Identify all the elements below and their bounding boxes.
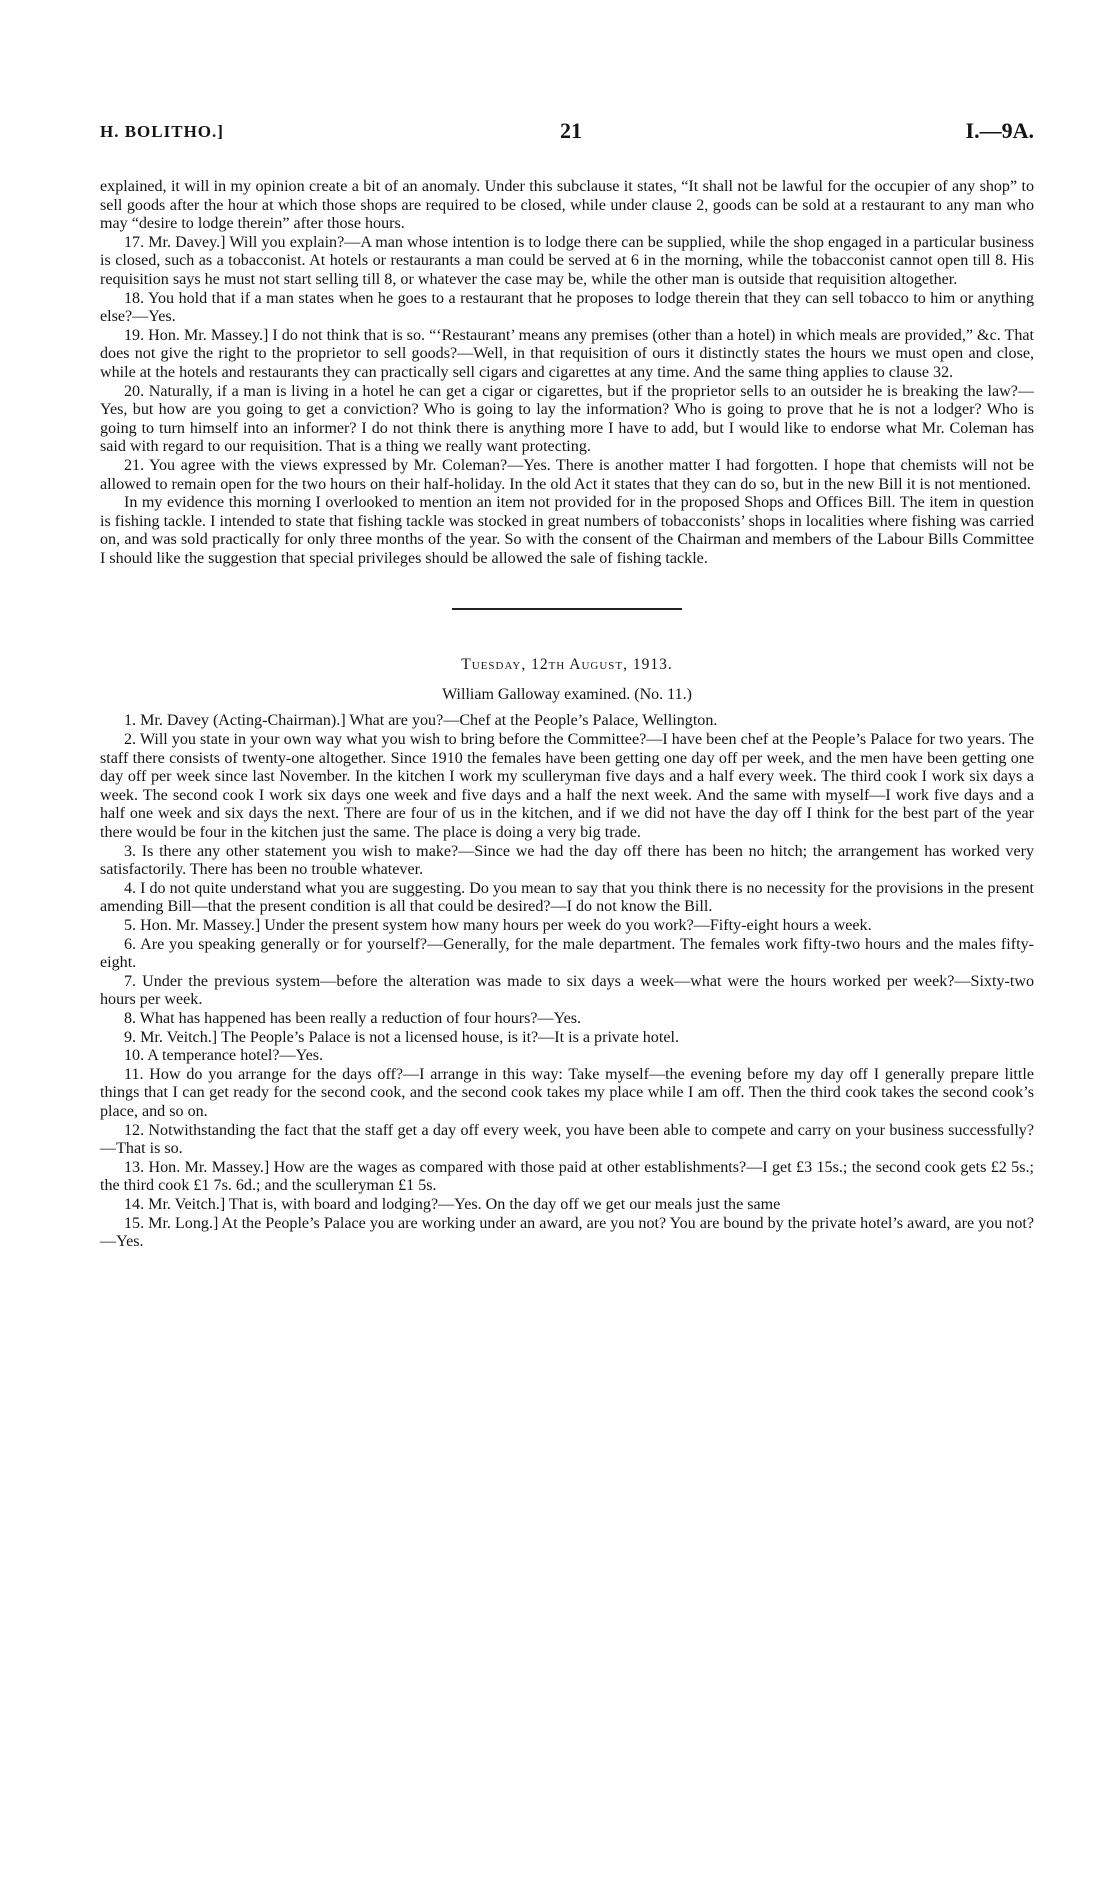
paragraph: 13. Hon. Mr. Massey.] How are the wages as compared with those paid at other establishments?—I get £3 15s.; the second cook gets £2 5s.; the third cook £1 7s. 6d.; and the sculleryman £1 5s.	[100, 1158, 1034, 1195]
paragraph: 8. What has happened has been really a reduction of four hours?—Yes.	[124, 1009, 582, 1027]
paragraph: 14. Mr. Veitch.] That is, with board and lodging?—Yes. On the day off we get our meals just the same	[124, 1195, 781, 1213]
paragraph: 9. Mr. Veitch.] The People’s Palace is not a licensed house, is it?—It is a private hotel.	[124, 1028, 679, 1046]
paragraph: 20. Naturally, if a man is living in a hotel he can get a cigar or cigarettes, but if the proprietor sells to an outsider he is breaking the law?—Yes, but how are you going to get a conviction? Who is going to lay the information? Who is going to prove that he is not a lodger? Who is going to turn himself into an informer? I do not think there is anything more I have to add, but I would like to endorse what Mr. Coleman has said with regard to our requisition. That is a thing we really want protecting.	[100, 382, 1034, 456]
paragraph: 10. A temperance hotel?—Yes.	[124, 1047, 324, 1065]
paragraph: explained, it will in my opinion create a bit of an anomaly. Under this subclause it states, “It shall not be lawful for the occupier of any shop” to sell goods after the hour at which those shops are required to be closed, while under clause 2, goods can be sold at a restaurant to any man who may “desire to lodge therein” after those hours.	[100, 178, 1034, 233]
section-divider	[452, 608, 682, 610]
paragraph: 4. I do not quite understand what you are suggesting. Do you mean to say that you think there is no necessity for the provisions in the present amending Bill—that the present condition is all that could be desired?—I do not know the Bill.	[100, 879, 1034, 916]
paragraph: 18. You hold that if a man states when he goes to a restaurant that he proposes to lodge therein that they can sell tobacco to him or anything else?—Yes.	[100, 289, 1034, 326]
paragraph: 3. Is there any other statement you wish to make?—Since we had the day off there has been no hitch; the arrangement has worked very satisfactorily. There has been no trouble whatever.	[100, 842, 1034, 879]
paper-reference: I.—9A.	[965, 118, 1034, 143]
paragraph: 15. Mr. Long.] At the People’s Palace you are working under an award, are you not? You are bound by the private hotel’s award, are you not?—Yes.	[100, 1214, 1034, 1251]
paragraph: 2. Will you state in your own way what you wish to bring before the Committee?—I have been chef at the People’s Palace for two years. The staff there consists of twenty-one altogether. Since 1910 the females have been getting one day off per week, and the men have been getting one day off per week since last November. In the kitchen I work my sculleryman five days and a half every week. The third cook I work six days a week. The second cook I work six days one week and five days and a half the next week. And the same with myself—I work five days and a half one week and six days the next. There are four of us in the kitchen, and if we did not have the day off I think for the best part of the year there would be four in the kitchen just the same. The place is doing a very big trade.	[100, 731, 1034, 842]
paragraph: 17. Mr. Davey.] Will you explain?—A man whose intention is to lodge there can be supplied, while the shop engaged in a particular business is closed, such as a tobacconist. At hotels or restaurants a man could be served at 6 in the morning, while the tobacconist cannot open till 8. His requisition says he must not start selling till 8, or whatever the case may be, while the other man is outside that requisition altogether.	[100, 233, 1034, 288]
session-date: Tuesday, 12th August, 1913.	[461, 656, 673, 674]
paragraph: 11. How do you arrange for the days off?—I arrange in this way: Take myself—the evening before my day off I generally prepare little things that I can get ready for the second cook, and the second cook takes my place while I am off. Then the third cook takes the second cook’s place, and so on.	[100, 1065, 1034, 1120]
witness-heading: William Galloway examined. (No. 11.)	[442, 686, 692, 704]
header-witness-name: H. BOLITHO.]	[100, 122, 224, 141]
page-number: 21	[560, 118, 582, 143]
paragraph: 19. Hon. Mr. Massey.] I do not think that is so. “‘Restaurant’ means any premises (other than a hotel) in which meals are provided,” &c. That does not give the right to the proprietor to sell goods?—Well, in that requisition of ours it distinctly states the hours we must open and close, while at the hotels and restaurants they can practically sell cigars and cigarettes at any time. And the same thing applies to clause 32.	[100, 326, 1034, 381]
page-header	[100, 118, 1034, 152]
paragraph: 21. You agree with the views expressed by Mr. Coleman?—Yes. There is another matter I had forgotten. I hope that chemists will not be allowed to remain open for the two hours on their half-holiday. In the old Act it states that they can do so, but in the new Bill it is not mentioned.	[100, 456, 1034, 493]
document-body	[100, 178, 1034, 1252]
paragraph: 1. Mr. Davey (Acting-Chairman).] What are you?—Chef at the People’s Palace, Wellington.	[124, 712, 718, 730]
paragraph: 6. Are you speaking generally or for yourself?—Generally, for the male department. The females work fifty-two hours and the males fifty-eight.	[100, 935, 1034, 972]
paragraph: In my evidence this morning I overlooked to mention an item not provided for in the proposed Shops and Offices Bill. The item in question is fishing tackle. I intended to state that fishing tackle was stocked in great numbers of tobacconists’ shops in localities where fishing was carried on, and was sold practically for only three months of the year. So with the consent of the Chairman and members of the Labour Bills Committee I should like the suggestion that special privileges should be allowed the sale of fishing tackle.	[100, 494, 1034, 567]
paragraph: 12. Notwithstanding the fact that the staff get a day off every week, you have been able to compete and carry on your business successfully?—That is so.	[100, 1121, 1034, 1158]
paragraph: 7. Under the previous system—before the alteration was made to six days a week—what were the hours worked per week?—Sixty-two hours per week.	[100, 972, 1034, 1009]
paragraph: 5. Hon. Mr. Massey.] Under the present system how many hours per week do you work?—Fifty-eight hours a week.	[124, 917, 872, 934]
